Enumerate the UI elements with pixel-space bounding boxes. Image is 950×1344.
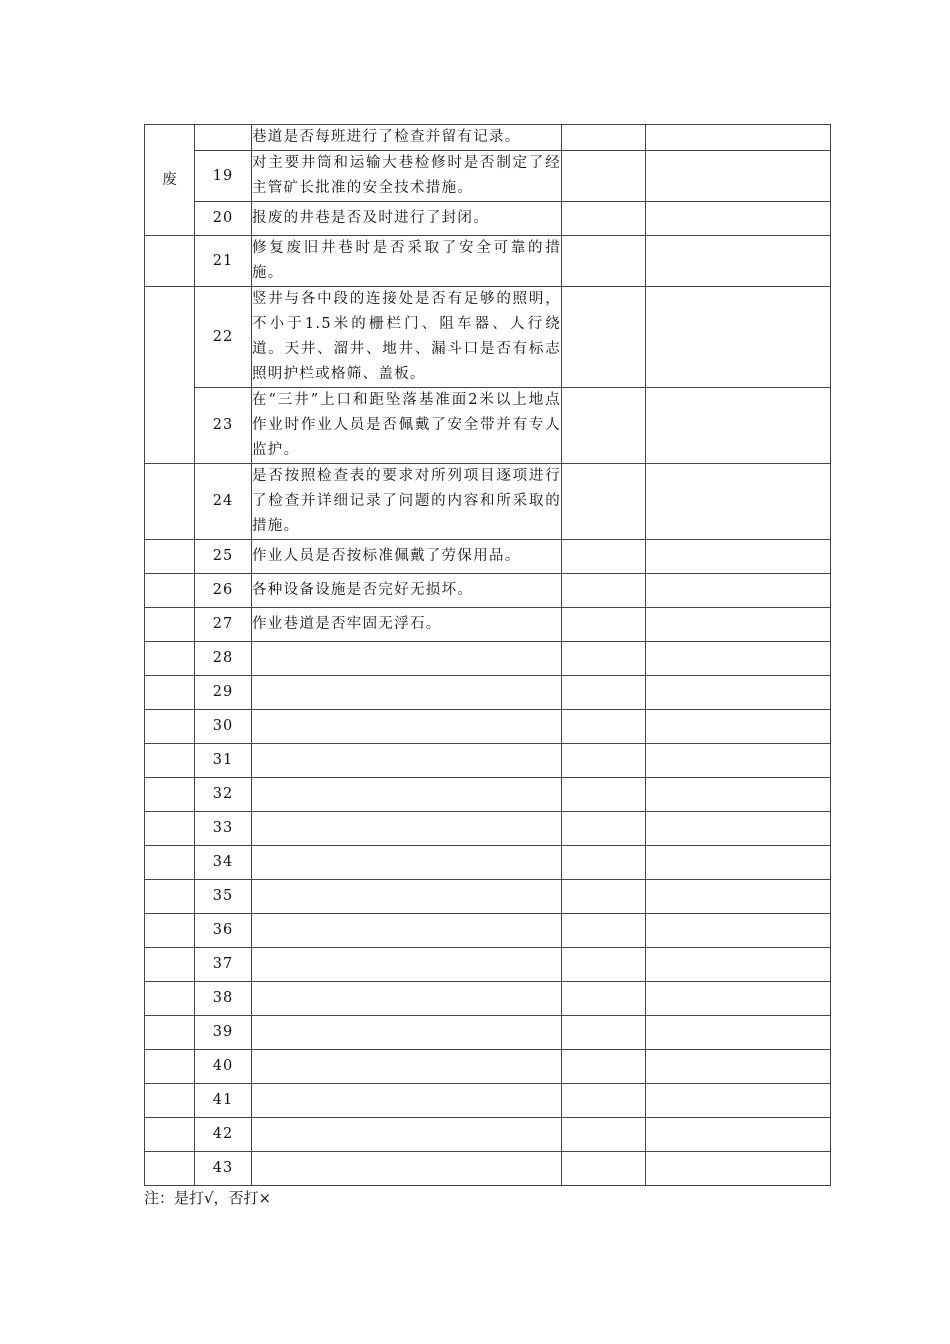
remark-cell[interactable] bbox=[646, 125, 831, 151]
row-number: 31 bbox=[195, 744, 252, 778]
table-row bbox=[145, 880, 831, 914]
table-row bbox=[145, 540, 831, 574]
remark-cell[interactable] bbox=[646, 388, 831, 464]
check-item-text: 竖井与各中段的连接处是否有足够的照明，不小于1.5米的栅栏门、阻车器、人行绕道。天井、溜井、地井、漏斗口是否有标志照明护栏或格筛、盖板。 bbox=[252, 287, 562, 388]
table-row bbox=[145, 608, 831, 642]
row-number: 41 bbox=[195, 1084, 252, 1118]
row-number: 21 bbox=[195, 236, 252, 287]
result-cell[interactable] bbox=[562, 608, 646, 642]
row-number: 40 bbox=[195, 1050, 252, 1084]
result-cell[interactable] bbox=[562, 388, 646, 464]
result-cell[interactable] bbox=[562, 151, 646, 202]
category-cell bbox=[145, 540, 195, 574]
category-cell bbox=[145, 1084, 195, 1118]
remark-cell[interactable] bbox=[646, 914, 831, 948]
remark-cell[interactable] bbox=[646, 464, 831, 540]
result-cell[interactable] bbox=[562, 982, 646, 1016]
table-row bbox=[145, 574, 831, 608]
result-cell[interactable] bbox=[562, 914, 646, 948]
result-cell[interactable] bbox=[562, 1118, 646, 1152]
remark-cell[interactable] bbox=[646, 846, 831, 880]
result-cell[interactable] bbox=[562, 642, 646, 676]
check-item-text: 报废的井巷是否及时进行了封闭。 bbox=[252, 202, 562, 236]
category-cell bbox=[145, 125, 195, 236]
table-row bbox=[145, 125, 831, 151]
check-item-text[interactable] bbox=[252, 778, 562, 812]
table-row bbox=[145, 778, 831, 812]
remark-cell[interactable] bbox=[646, 202, 831, 236]
check-item-text[interactable] bbox=[252, 642, 562, 676]
row-number: 28 bbox=[195, 642, 252, 676]
result-cell[interactable] bbox=[562, 540, 646, 574]
result-cell[interactable] bbox=[562, 202, 646, 236]
table-row bbox=[145, 812, 831, 846]
table-row bbox=[145, 464, 831, 540]
table-row bbox=[145, 388, 831, 464]
category-cell bbox=[145, 464, 195, 540]
check-item-text: 在“三井”上口和距坠落基准面2米以上地点作业时作业人员是否佩戴了安全带并有专人监护。 bbox=[252, 388, 562, 464]
row-number: 35 bbox=[195, 880, 252, 914]
remark-cell[interactable] bbox=[646, 608, 831, 642]
remark-cell[interactable] bbox=[646, 982, 831, 1016]
category-cell bbox=[145, 287, 195, 464]
row-number: 39 bbox=[195, 1016, 252, 1050]
check-item-text: 各种设备设施是否完好无损坏。 bbox=[252, 574, 562, 608]
row-number: 25 bbox=[195, 540, 252, 574]
remark-cell[interactable] bbox=[646, 540, 831, 574]
row-number: 20 bbox=[195, 202, 252, 236]
remark-cell[interactable] bbox=[646, 236, 831, 287]
remark-cell[interactable] bbox=[646, 1050, 831, 1084]
result-cell[interactable] bbox=[562, 574, 646, 608]
result-cell[interactable] bbox=[562, 464, 646, 540]
check-item-text[interactable] bbox=[252, 914, 562, 948]
remark-cell[interactable] bbox=[646, 287, 831, 388]
check-item-text: 修复废旧井巷时是否采取了安全可靠的措施。 bbox=[252, 236, 562, 287]
check-item-text[interactable] bbox=[252, 1050, 562, 1084]
table-row bbox=[145, 1050, 831, 1084]
check-item-text[interactable] bbox=[252, 982, 562, 1016]
category-cell bbox=[145, 812, 195, 846]
result-cell[interactable] bbox=[562, 1152, 646, 1186]
remark-cell[interactable] bbox=[646, 744, 831, 778]
row-number: 24 bbox=[195, 464, 252, 540]
result-cell[interactable] bbox=[562, 744, 646, 778]
row-number: 34 bbox=[195, 846, 252, 880]
check-item-text[interactable] bbox=[252, 1084, 562, 1118]
row-number: 37 bbox=[195, 948, 252, 982]
check-item-text: 巷道是否每班进行了检查并留有记录。 bbox=[252, 125, 562, 151]
result-cell[interactable] bbox=[562, 710, 646, 744]
result-cell[interactable] bbox=[562, 948, 646, 982]
remark-cell[interactable] bbox=[646, 1118, 831, 1152]
category-cell bbox=[145, 642, 195, 676]
category-cell bbox=[145, 846, 195, 880]
table-row bbox=[145, 1016, 831, 1050]
row-number: 23 bbox=[195, 388, 252, 464]
row-number bbox=[195, 125, 252, 151]
row-number: 29 bbox=[195, 676, 252, 710]
remark-cell[interactable] bbox=[646, 812, 831, 846]
table-row bbox=[145, 236, 831, 287]
table-row bbox=[145, 1118, 831, 1152]
remark-cell[interactable] bbox=[646, 676, 831, 710]
table-row bbox=[145, 982, 831, 1016]
row-number: 26 bbox=[195, 574, 252, 608]
result-cell[interactable] bbox=[562, 812, 646, 846]
row-number: 36 bbox=[195, 914, 252, 948]
category-cell bbox=[145, 1050, 195, 1084]
category-cell bbox=[145, 236, 195, 287]
category-cell bbox=[145, 1152, 195, 1186]
check-item-text[interactable] bbox=[252, 676, 562, 710]
result-cell[interactable] bbox=[562, 125, 646, 151]
row-number: 30 bbox=[195, 710, 252, 744]
check-item-text: 作业巷道是否牢固无浮石。 bbox=[252, 608, 562, 642]
result-cell[interactable] bbox=[562, 287, 646, 388]
check-item-text[interactable] bbox=[252, 710, 562, 744]
remark-cell[interactable] bbox=[646, 574, 831, 608]
category-cell bbox=[145, 574, 195, 608]
table-row bbox=[145, 287, 831, 388]
row-number: 22 bbox=[195, 287, 252, 388]
row-number: 32 bbox=[195, 778, 252, 812]
check-item-text[interactable] bbox=[252, 948, 562, 982]
check-item-text[interactable] bbox=[252, 1152, 562, 1186]
table-row bbox=[145, 914, 831, 948]
table-row bbox=[145, 202, 831, 236]
table-row bbox=[145, 710, 831, 744]
category-cell bbox=[145, 608, 195, 642]
check-item-text[interactable] bbox=[252, 1118, 562, 1152]
row-number: 38 bbox=[195, 982, 252, 1016]
remark-cell[interactable] bbox=[646, 710, 831, 744]
remark-cell[interactable] bbox=[646, 1152, 831, 1186]
category-cell bbox=[145, 744, 195, 778]
check-item-text[interactable] bbox=[252, 1016, 562, 1050]
remark-cell[interactable] bbox=[646, 778, 831, 812]
inspection-checklist-table bbox=[144, 124, 831, 1186]
table-row bbox=[145, 1084, 831, 1118]
result-cell[interactable] bbox=[562, 1016, 646, 1050]
row-number: 43 bbox=[195, 1152, 252, 1186]
row-number: 33 bbox=[195, 812, 252, 846]
row-number: 42 bbox=[195, 1118, 252, 1152]
result-cell[interactable] bbox=[562, 1050, 646, 1084]
remark-cell[interactable] bbox=[646, 1016, 831, 1050]
table-row bbox=[145, 948, 831, 982]
result-cell[interactable] bbox=[562, 846, 646, 880]
remark-cell[interactable] bbox=[646, 642, 831, 676]
check-item-text: 是否按照检查表的要求对所列项目逐项进行了检查并详细记录了问题的内容和所采取的措施。 bbox=[252, 464, 562, 540]
table-row bbox=[145, 846, 831, 880]
category-cell bbox=[145, 982, 195, 1016]
check-item-text[interactable] bbox=[252, 846, 562, 880]
category-cell bbox=[145, 880, 195, 914]
category-cell bbox=[145, 676, 195, 710]
category-cell bbox=[145, 1118, 195, 1152]
table-row bbox=[145, 151, 831, 202]
table-row bbox=[145, 744, 831, 778]
category-cell bbox=[145, 778, 195, 812]
category-cell bbox=[145, 948, 195, 982]
result-cell[interactable] bbox=[562, 778, 646, 812]
category-cell bbox=[145, 710, 195, 744]
category-cell bbox=[145, 914, 195, 948]
row-number: 19 bbox=[195, 151, 252, 202]
remark-cell[interactable] bbox=[646, 1084, 831, 1118]
footnote: 注：是打√，否打× bbox=[144, 1189, 272, 1207]
result-cell[interactable] bbox=[562, 880, 646, 914]
table-row bbox=[145, 1152, 831, 1186]
result-cell[interactable] bbox=[562, 1084, 646, 1118]
result-cell[interactable] bbox=[562, 236, 646, 287]
table-row bbox=[145, 676, 831, 710]
category-cell bbox=[145, 1016, 195, 1050]
remark-cell[interactable] bbox=[646, 151, 831, 202]
remark-cell[interactable] bbox=[646, 880, 831, 914]
check-item-text: 对主要井筒和运输大巷检修时是否制定了经主管矿长批准的安全技术措施。 bbox=[252, 151, 562, 202]
result-cell[interactable] bbox=[562, 676, 646, 710]
check-item-text[interactable] bbox=[252, 812, 562, 846]
category-label: 废 bbox=[162, 171, 177, 188]
check-item-text[interactable] bbox=[252, 880, 562, 914]
check-item-text: 作业人员是否按标准佩戴了劳保用品。 bbox=[252, 540, 562, 574]
row-number: 27 bbox=[195, 608, 252, 642]
table-row bbox=[145, 642, 831, 676]
check-item-text[interactable] bbox=[252, 744, 562, 778]
remark-cell[interactable] bbox=[646, 948, 831, 982]
